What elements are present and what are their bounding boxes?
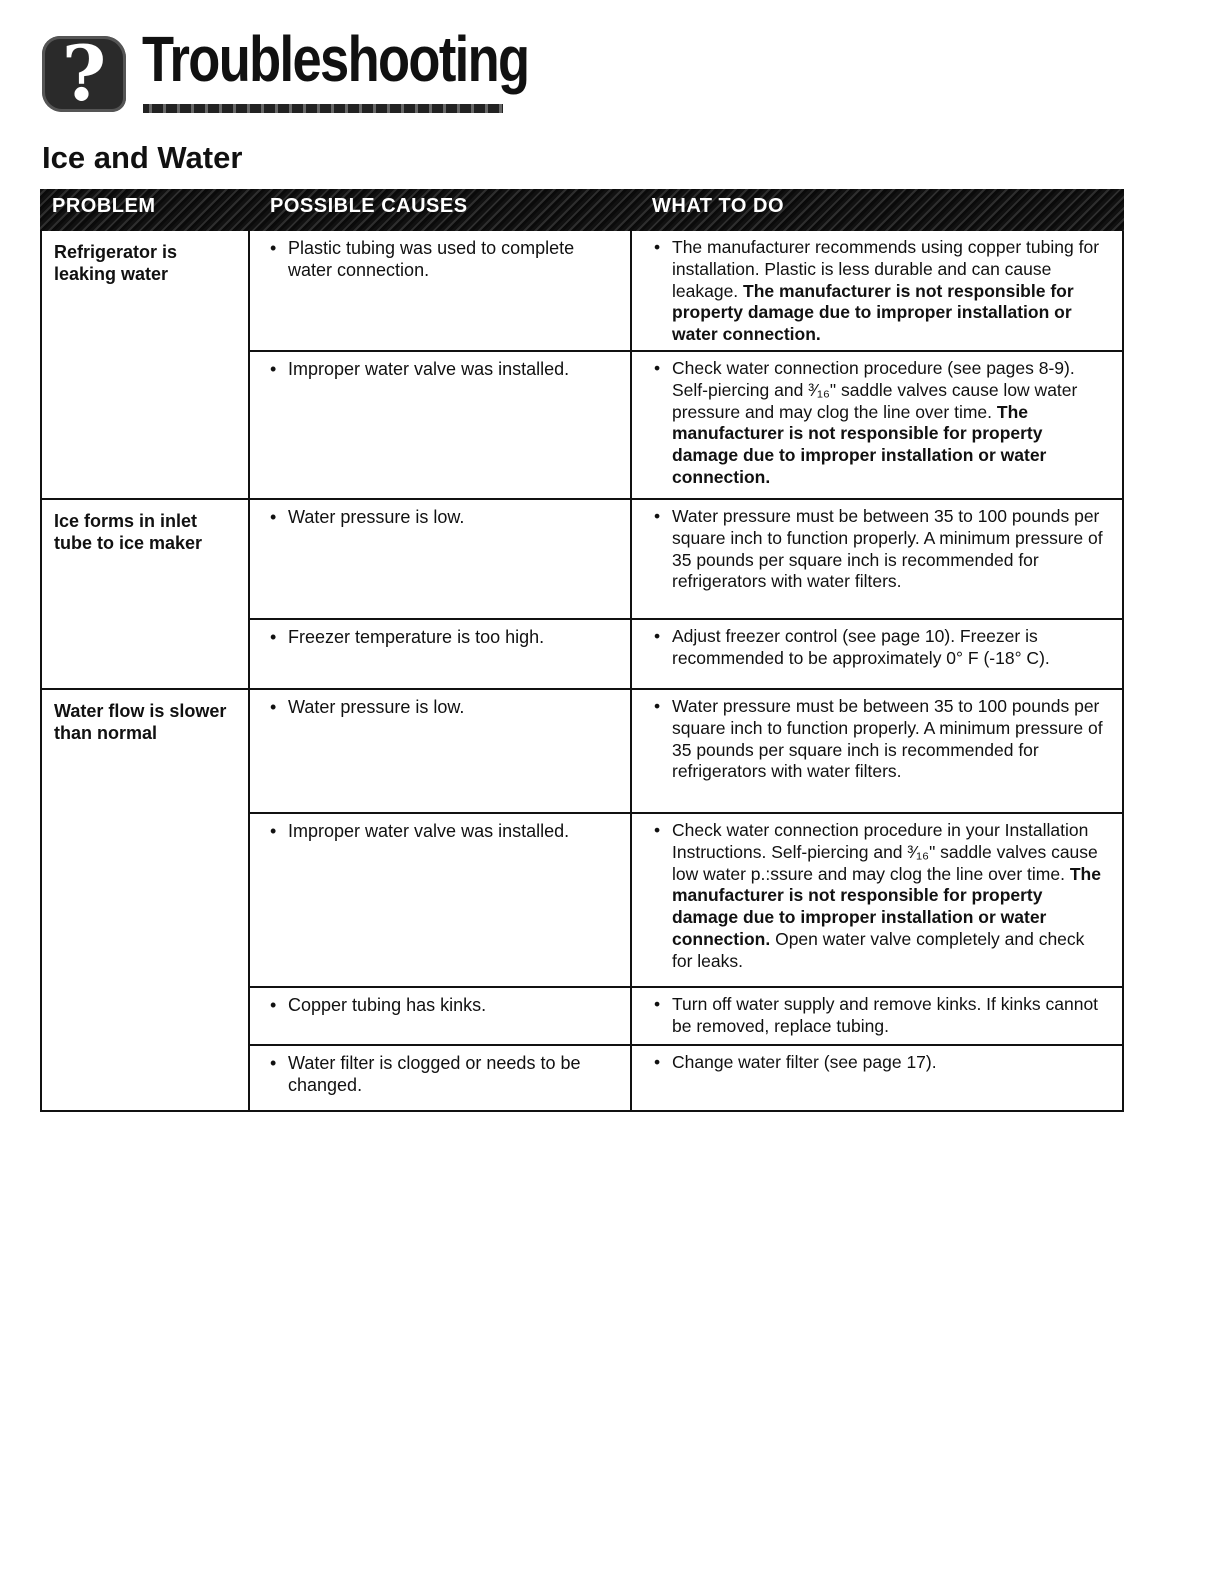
cause-cell: • Water filter is clogged or needs to be changed. bbox=[250, 1046, 632, 1110]
todo-cell: • Change water filter (see page 17). bbox=[632, 1046, 1122, 1110]
cause-cell: • Improper water valve was installed. bbox=[250, 814, 632, 986]
troubleshooting-table bbox=[40, 189, 1124, 1112]
table-row bbox=[250, 500, 1122, 618]
table-row bbox=[250, 350, 1122, 498]
column-header-problem: PROBLEM bbox=[52, 195, 156, 217]
todo-cell: • Water pressure must be between 35 to 100 pounds per square inch to function properly. A minimum pressure of 35 pounds per square inch is recommended for refrigerators with water filters. bbox=[632, 690, 1122, 812]
todo-cell: • Check water connection procedure in your Installation Instructions. Self-piercing and ³⁄₁₆" saddle valves cause low water p.:ssure and may clog the line over time. The manufacturer is not responsible for property damage due to improper installation or water connection. Open water valve completely and check for leaks. bbox=[632, 814, 1122, 986]
table-body bbox=[40, 231, 1124, 1112]
problem-cell: Water flow is slower than normal bbox=[42, 690, 250, 1110]
cause-cell: • Water pressure is low. bbox=[250, 690, 632, 812]
table-row bbox=[250, 231, 1122, 350]
page-title: Troubleshooting bbox=[142, 23, 529, 95]
todo-cell: • Adjust freezer control (see page 10). Freezer is recommended to be approximately 0° F (-18° C). bbox=[632, 620, 1122, 688]
cause-cell: • Copper tubing has kinks. bbox=[250, 988, 632, 1044]
table-row bbox=[250, 690, 1122, 812]
problem-group bbox=[42, 498, 1122, 688]
todo-cell: • Check water connection procedure (see pages 8-9). Self-piercing and ³⁄₁₆" saddle valves cause low water pressure and may clog the line over time. The manufacturer is not responsible for property damage due to improper installation or water connection. bbox=[632, 352, 1122, 498]
problem-cell: Ice forms in inlet tube to ice maker bbox=[42, 500, 250, 688]
todo-cell: • Turn off water supply and remove kinks. If kinks cannot be removed, replace tubing. bbox=[632, 988, 1122, 1044]
cause-cell: • Freezer temperature is too high. bbox=[250, 620, 632, 688]
section-title: Ice and Water bbox=[42, 140, 243, 175]
table-row bbox=[250, 1044, 1122, 1110]
table-row bbox=[250, 618, 1122, 688]
title-underline bbox=[143, 104, 503, 113]
todo-cell: • Water pressure must be between 35 to 100 pounds per square inch to function properly. A minimum pressure of 35 pounds per square inch is recommended for refrigerators with water filters. bbox=[632, 500, 1122, 618]
question-mark-icon: ? bbox=[42, 36, 126, 112]
cause-cell: • Improper water valve was installed. bbox=[250, 352, 632, 498]
column-header-todo: WHAT TO DO bbox=[652, 195, 785, 217]
column-header-causes: POSSIBLE CAUSES bbox=[270, 195, 468, 217]
table-header bbox=[40, 189, 1124, 231]
problem-cell: Refrigerator is leaking water bbox=[42, 231, 250, 498]
cause-cell: • Plastic tubing was used to complete water connection. bbox=[250, 231, 632, 350]
table-row bbox=[250, 986, 1122, 1044]
cause-cell: • Water pressure is low. bbox=[250, 500, 632, 618]
problem-group bbox=[42, 688, 1122, 1110]
todo-cell: • The manufacturer recommends using copper tubing for installation. Plastic is less durable and can cause leakage. The manufacturer is not responsible for property damage due to improper installation or water connection. bbox=[632, 231, 1122, 350]
table-row bbox=[250, 812, 1122, 986]
problem-group bbox=[42, 231, 1122, 498]
